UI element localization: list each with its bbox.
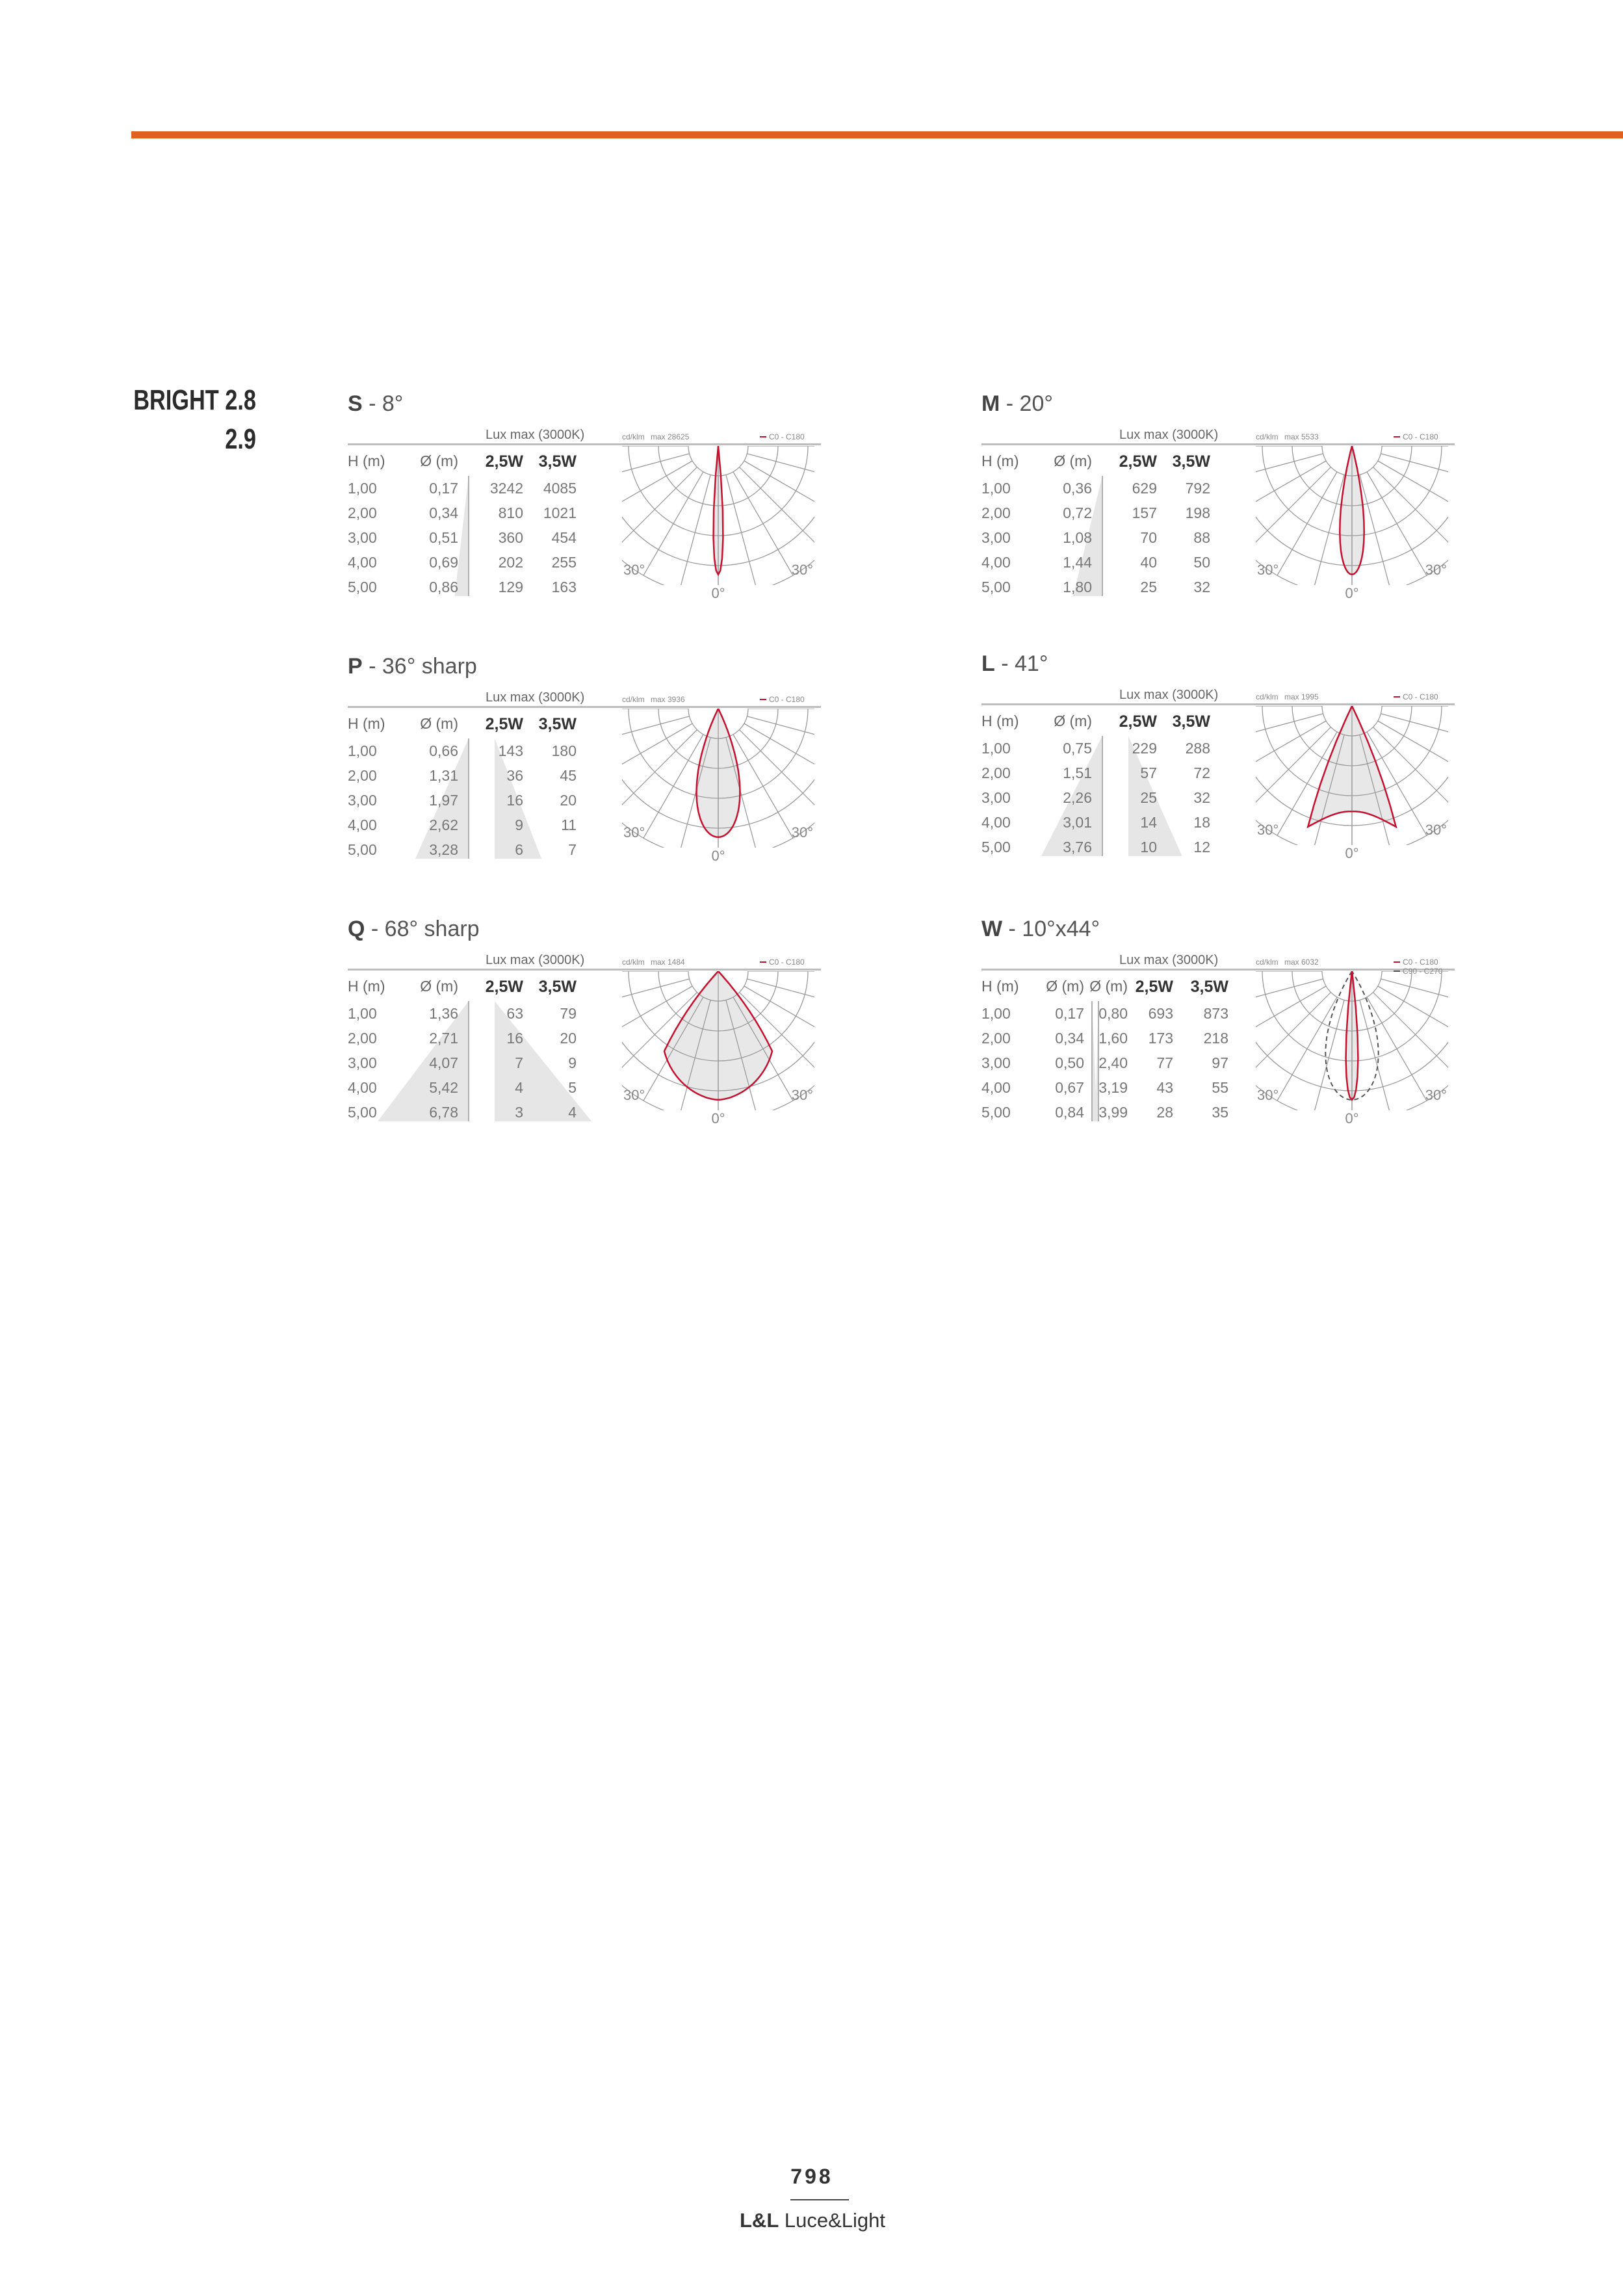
table-row [981,529,1241,553]
cell-diameter: 0,72 [1063,504,1092,521]
cell-lux-3-5w: 255 [551,554,577,571]
table-row [348,504,608,528]
cell-height: 5,00 [348,1104,377,1121]
cell-lux-2-5w: 43 [1156,1079,1173,1096]
column-diameter-header: Ø (m) [1054,712,1092,729]
cell-lux-3-5w: 163 [551,579,577,595]
cell-diameter2: 1,60 [1098,1030,1128,1047]
cell-diameter: 1,08 [1063,529,1092,546]
cell-height: 2,00 [348,1030,377,1047]
column-3-5w-header: 3,5W [538,978,577,996]
cell-lux-3-5w: 873 [1203,1005,1228,1022]
table-row [981,1079,1241,1102]
table-row [348,554,608,577]
polar-spoke [1367,472,1427,575]
column-2-5w-header: 2,5W [485,978,523,996]
cell-diameter: 0,17 [429,480,458,497]
polar-spoke [726,475,757,590]
column-height-header: H (m) [981,712,1019,729]
polar-angle-left: 30° [1257,1087,1279,1103]
column-2-5w-header: 2,5W [485,715,523,733]
table-row [981,504,1241,528]
cell-lux-3-5w: 35 [1212,1104,1228,1121]
cell-diameter: 6,78 [429,1104,458,1121]
cell-lux-2-5w: 157 [1132,504,1157,521]
polar-spoke [1313,1000,1344,1115]
cell-diameter: 0,84 [1055,1104,1084,1121]
polar-diagram [1248,956,1456,1131]
cell-diameter2: 3,19 [1098,1079,1128,1096]
cell-lux-3-5w: 5 [568,1079,577,1096]
cell-diameter: 1,44 [1063,554,1092,571]
cell-lux-2-5w: 28 [1156,1104,1173,1121]
cell-diameter: 4,07 [429,1054,458,1071]
polar-spoke [733,735,793,838]
cell-diameter: 3,01 [1063,814,1092,831]
cell-lux-3-5w: 12 [1193,839,1210,855]
product-title-line2: 2.9 [225,423,256,455]
polar-angle-right: 30° [1425,822,1447,838]
polar-max-label: max 1484 [651,958,685,967]
cell-height: 1,00 [981,480,1011,497]
polar-spoke [733,472,793,575]
column-diameter-header: Ø (m) [420,715,458,732]
cell-lux-3-5w: 198 [1185,504,1210,521]
lux-max-header: Lux max (3000K) [486,953,585,967]
table-row [348,767,608,790]
cell-lux-3-5w: 32 [1193,789,1210,806]
polar-diagram [614,430,822,606]
cell-diameter: 3,28 [429,841,458,858]
cell-lux-3-5w: 180 [551,742,577,759]
cell-height: 4,00 [981,554,1011,571]
polar-spoke [1248,993,1331,1077]
table-row [348,1030,608,1053]
cell-height: 2,00 [981,1030,1011,1047]
brand-name: Luce&Light [779,2209,885,2232]
polar-spoke [1277,997,1337,1101]
table-header-row [981,978,1241,1001]
polar-spoke [1248,467,1331,552]
cell-lux-2-5w: 810 [498,504,523,521]
table-row [348,742,608,766]
cell-lux-2-5w: 3242 [489,480,523,497]
polar-angle-right: 30° [791,562,813,578]
cell-lux-2-5w: 25 [1140,579,1157,595]
polar-spoke [643,472,703,575]
cell-lux-2-5w: 360 [498,529,523,546]
cell-lux-3-5w: 50 [1193,554,1210,571]
cell-lux-2-5w: 25 [1140,789,1157,806]
cell-lux-3-5w: 454 [551,529,577,546]
polar-spoke [1360,1000,1391,1115]
polar-spoke [740,730,822,815]
cell-diameter: 5,42 [429,1079,458,1096]
cell-lux-3-5w: 72 [1193,764,1210,781]
product-title-line1: BRIGHT 2.8 [133,384,256,416]
cell-diameter: 1,80 [1063,579,1092,595]
cell-lux-2-5w: 77 [1156,1054,1173,1071]
polar-unit-label: cd/klm [622,958,645,967]
cell-lux-3-5w: 1021 [543,504,577,521]
cell-diameter: 1,36 [429,1005,458,1022]
beam-letter: Q [348,917,365,941]
table-row [981,740,1241,763]
table-row [981,1054,1241,1078]
cell-lux-2-5w: 14 [1140,814,1157,831]
beam-letter: W [981,917,1003,941]
polar-spoke [679,475,710,590]
lux-max-header: Lux max (3000K) [486,428,585,442]
legend-c0-label: C0 - C180 [769,695,805,704]
cell-lux-2-5w: 40 [1140,554,1157,571]
cell-lux-3-5w: 79 [560,1005,577,1022]
lux-max-header: Lux max (3000K) [1119,953,1219,967]
table-row [348,529,608,553]
cell-lux-2-5w: 16 [506,1030,523,1047]
beam-letter: M [981,391,1000,416]
cell-height: 4,00 [348,554,377,571]
cell-diameter: 2,62 [429,816,458,833]
cell-height: 2,00 [348,767,377,784]
cell-height: 1,00 [348,1005,377,1022]
polar-unit-label: cd/klm [1256,692,1279,701]
beam-angle: - 20° [1000,391,1053,416]
cell-lux-3-5w: 18 [1193,814,1210,831]
cell-height: 1,00 [348,742,377,759]
table-row [348,579,608,602]
cell-diameter: 0,66 [429,742,458,759]
polar-spoke [1373,467,1456,552]
polar-diagram [1248,430,1456,606]
polar-unit-label: cd/klm [622,432,645,441]
cell-diameter: 0,86 [429,579,458,595]
polar-spoke [1277,472,1337,575]
cell-diameter: 0,75 [1063,740,1092,757]
cell-lux-3-5w: 20 [560,792,577,809]
table-header-row [348,452,608,476]
polar-spoke [1367,997,1427,1101]
polar-max-label: max 28625 [651,432,690,441]
beam-panel-p [348,654,848,868]
cell-lux-3-5w: 97 [1212,1054,1228,1071]
beam-title [348,654,477,679]
cell-diameter: 0,34 [429,504,458,521]
cell-diameter: 0,17 [1055,1005,1084,1022]
cell-height: 5,00 [981,839,1011,855]
polar-spoke [643,735,703,838]
cell-lux-2-5w: 70 [1140,529,1157,546]
column-2-5w-header: 2,5W [485,452,523,471]
cell-diameter: 0,36 [1063,480,1092,497]
top-accent-bar [131,131,1623,138]
polar-angle-left: 30° [1257,822,1279,838]
cell-diameter: 1,31 [429,767,458,784]
polar-angle-bottom: 0° [1345,845,1359,861]
table-header-row [348,978,608,1001]
cell-lux-3-5w: 4085 [543,480,577,497]
polar-max-label: max 6032 [1284,958,1319,967]
cell-lux-3-5w: 55 [1212,1079,1228,1096]
cell-height: 2,00 [981,764,1011,781]
cell-diameter: 0,69 [429,554,458,571]
polar-angle-left: 30° [623,824,645,841]
table-row [981,554,1241,577]
cell-lux-2-5w: 229 [1132,740,1157,757]
cell-height: 3,00 [348,792,377,809]
column-2-5w-header: 2,5W [1119,452,1157,471]
beam-panel-s [348,391,848,606]
beam-letter: P [348,654,363,679]
cell-lux-3-5w: 792 [1185,480,1210,497]
cell-diameter: 0,51 [429,529,458,546]
lux-max-header: Lux max (3000K) [486,690,585,705]
cell-lux-2-5w: 63 [506,1005,523,1022]
cell-lux-2-5w: 3 [515,1104,523,1121]
cell-lux-2-5w: 129 [498,579,523,595]
table-row [348,1104,608,1127]
column-diameter-header: Ø (m) [420,452,458,469]
page-number: 798 [790,2165,833,2188]
polar-diagram [1248,690,1456,866]
cell-height: 4,00 [981,1079,1011,1096]
beam-letter: S [348,391,363,416]
cell-diameter: 3,76 [1063,839,1092,855]
legend-c0-label: C0 - C180 [769,958,805,967]
lux-max-header: Lux max (3000K) [1119,688,1219,702]
cell-height: 4,00 [981,814,1011,831]
cell-height: 2,00 [348,504,377,521]
legend-c90-label: C90 - C270 [1403,967,1443,976]
cell-diameter: 0,50 [1055,1054,1084,1071]
table-header-row [981,712,1241,736]
polar-angle-right: 30° [791,824,813,841]
cell-lux-3-5w: 32 [1193,579,1210,595]
cell-diameter: 1,51 [1063,764,1092,781]
beam-angle: - 41° [994,651,1048,676]
cell-lux-3-5w: 88 [1193,529,1210,546]
product-title [133,381,256,459]
cell-lux-2-5w: 16 [506,792,523,809]
lux-max-header: Lux max (3000K) [1119,428,1219,442]
beam-angle: - 36° sharp [362,654,477,679]
polar-diagram [614,693,822,868]
beam-title [348,917,480,942]
beam-angle: - 10°x44° [1002,917,1100,941]
table-row [981,1030,1241,1053]
cell-diameter2: 3,99 [1098,1104,1128,1121]
cell-lux-3-5w: 288 [1185,740,1210,757]
cell-diameter2: 2,40 [1098,1054,1128,1071]
footer-brand [682,2209,942,2232]
polar-max-label: max 5533 [1284,432,1319,441]
brand-bold: L&L [740,2209,779,2232]
cell-height: 5,00 [348,579,377,595]
cell-lux-3-5w: 11 [561,816,577,833]
cell-lux-3-5w: 20 [560,1030,577,1047]
cell-height: 3,00 [348,1054,377,1071]
cell-height: 5,00 [981,1104,1011,1121]
cell-lux-2-5w: 173 [1148,1030,1173,1047]
cell-height: 4,00 [348,816,377,833]
table-row [981,1104,1241,1127]
cell-diameter: 1,97 [429,792,458,809]
beam-panel-w [981,917,1482,1131]
polar-angle-bottom: 0° [711,1110,725,1127]
cell-height: 5,00 [348,841,377,858]
table-header-row [348,715,608,738]
table-row [348,792,608,815]
beam-title [981,651,1048,677]
polar-angle-bottom: 0° [711,585,725,601]
beam-panel-l [981,651,1482,866]
beam-letter: L [981,651,995,676]
polar-spoke [614,467,697,552]
table-row [348,1054,608,1078]
table-row [981,579,1241,602]
table-row [981,839,1241,862]
cell-lux-2-5w: 4 [515,1079,523,1096]
beam-angle: - 68° sharp [365,917,480,941]
beam-panel-q [348,917,848,1131]
polar-angle-bottom: 0° [1345,1110,1359,1127]
cell-height: 1,00 [981,1005,1011,1022]
column-3-5w-header: 3,5W [1172,452,1210,471]
polar-spoke [614,730,697,815]
legend-c0-label: C0 - C180 [1403,432,1438,441]
cell-lux-3-5w: 45 [560,767,577,784]
cell-lux-2-5w: 7 [515,1054,523,1071]
column-height-header: H (m) [981,452,1019,469]
column-3-5w-header: 3,5W [538,452,577,471]
cell-height: 5,00 [981,579,1011,595]
table-row [981,764,1241,788]
polar-diagram [614,956,822,1131]
polar-unit-label: cd/klm [1256,432,1279,441]
cell-lux-2-5w: 36 [506,767,523,784]
table-row [981,480,1241,503]
cell-lux-3-5w: 218 [1203,1030,1228,1047]
cell-height: 3,00 [981,529,1011,546]
column-3-5w-header: 3,5W [1190,978,1228,996]
cell-height: 3,00 [348,529,377,546]
column-diameter-header: Ø (m) [1054,452,1092,469]
column-2-5w-header: 2,5W [1119,712,1157,731]
cell-height: 2,00 [981,504,1011,521]
beam-title [981,917,1100,942]
cell-height: 1,00 [348,480,377,497]
column-height-header: H (m) [348,452,385,469]
polar-angle-right: 30° [1425,1087,1447,1103]
table-row [981,1005,1241,1028]
table-row [348,1005,608,1028]
column-diameter-header: Ø (m) [1046,978,1084,995]
column-diameter-header: Ø (m) [420,978,458,995]
polar-max-label: max 1995 [1284,692,1319,701]
cell-diameter: 0,67 [1055,1079,1084,1096]
column-height-header: H (m) [981,978,1019,995]
cell-diameter2: 0,80 [1098,1005,1128,1022]
beam-title [348,391,403,417]
column-height-header: H (m) [348,978,385,995]
polar-angle-left: 30° [1257,562,1279,578]
cell-lux-3-5w: 4 [568,1104,577,1121]
polar-unit-label: cd/klm [1256,958,1279,967]
column-2-5w-header: 2,5W [1135,978,1173,996]
cell-lux-2-5w: 629 [1132,480,1157,497]
column-3-5w-header: 3,5W [1172,712,1210,731]
polar-unit-label: cd/klm [622,695,645,704]
table-row [348,480,608,503]
cell-height: 1,00 [981,740,1011,757]
polar-angle-left: 30° [623,562,645,578]
column-diameter2-header: Ø (m) [1089,978,1128,995]
cell-lux-2-5w: 693 [1148,1005,1173,1022]
table-row [981,789,1241,813]
cell-lux-2-5w: 10 [1140,839,1157,855]
table-header-row [981,452,1241,476]
beam-panel-m [981,391,1482,606]
cell-lux-2-5w: 6 [515,841,523,858]
table-row [348,1079,608,1102]
cell-diameter: 0,34 [1055,1030,1084,1047]
polar-spoke [1373,993,1456,1077]
cell-lux-3-5w: 9 [568,1054,577,1071]
cell-lux-2-5w: 9 [515,816,523,833]
table-row [981,814,1241,837]
polar-max-label: max 3936 [651,695,685,704]
legend-c0-label: C0 - C180 [1403,958,1438,967]
legend-c0-label: C0 - C180 [1403,692,1438,701]
column-height-header: H (m) [348,715,385,732]
cell-diameter: 2,71 [429,1030,458,1047]
cell-lux-2-5w: 57 [1140,764,1157,781]
cell-height: 3,00 [981,789,1011,806]
polar-angle-left: 30° [623,1087,645,1103]
polar-angle-bottom: 0° [1345,585,1359,601]
cell-diameter: 2,26 [1063,789,1092,806]
legend-c0-label: C0 - C180 [769,432,805,441]
cell-lux-2-5w: 143 [498,742,523,759]
cell-height: 3,00 [981,1054,1011,1071]
column-3-5w-header: 3,5W [538,715,577,733]
beam-angle: - 8° [362,391,404,416]
table-row [348,816,608,840]
cell-lux-2-5w: 202 [498,554,523,571]
cell-height: 4,00 [348,1079,377,1096]
cell-lux-3-5w: 7 [568,841,577,858]
polar-spoke [740,467,822,552]
footer-divider [790,2199,849,2200]
polar-angle-bottom: 0° [711,848,725,864]
table-row [348,841,608,865]
beam-title [981,391,1053,417]
polar-angle-right: 30° [791,1087,813,1103]
polar-angle-right: 30° [1425,562,1447,578]
